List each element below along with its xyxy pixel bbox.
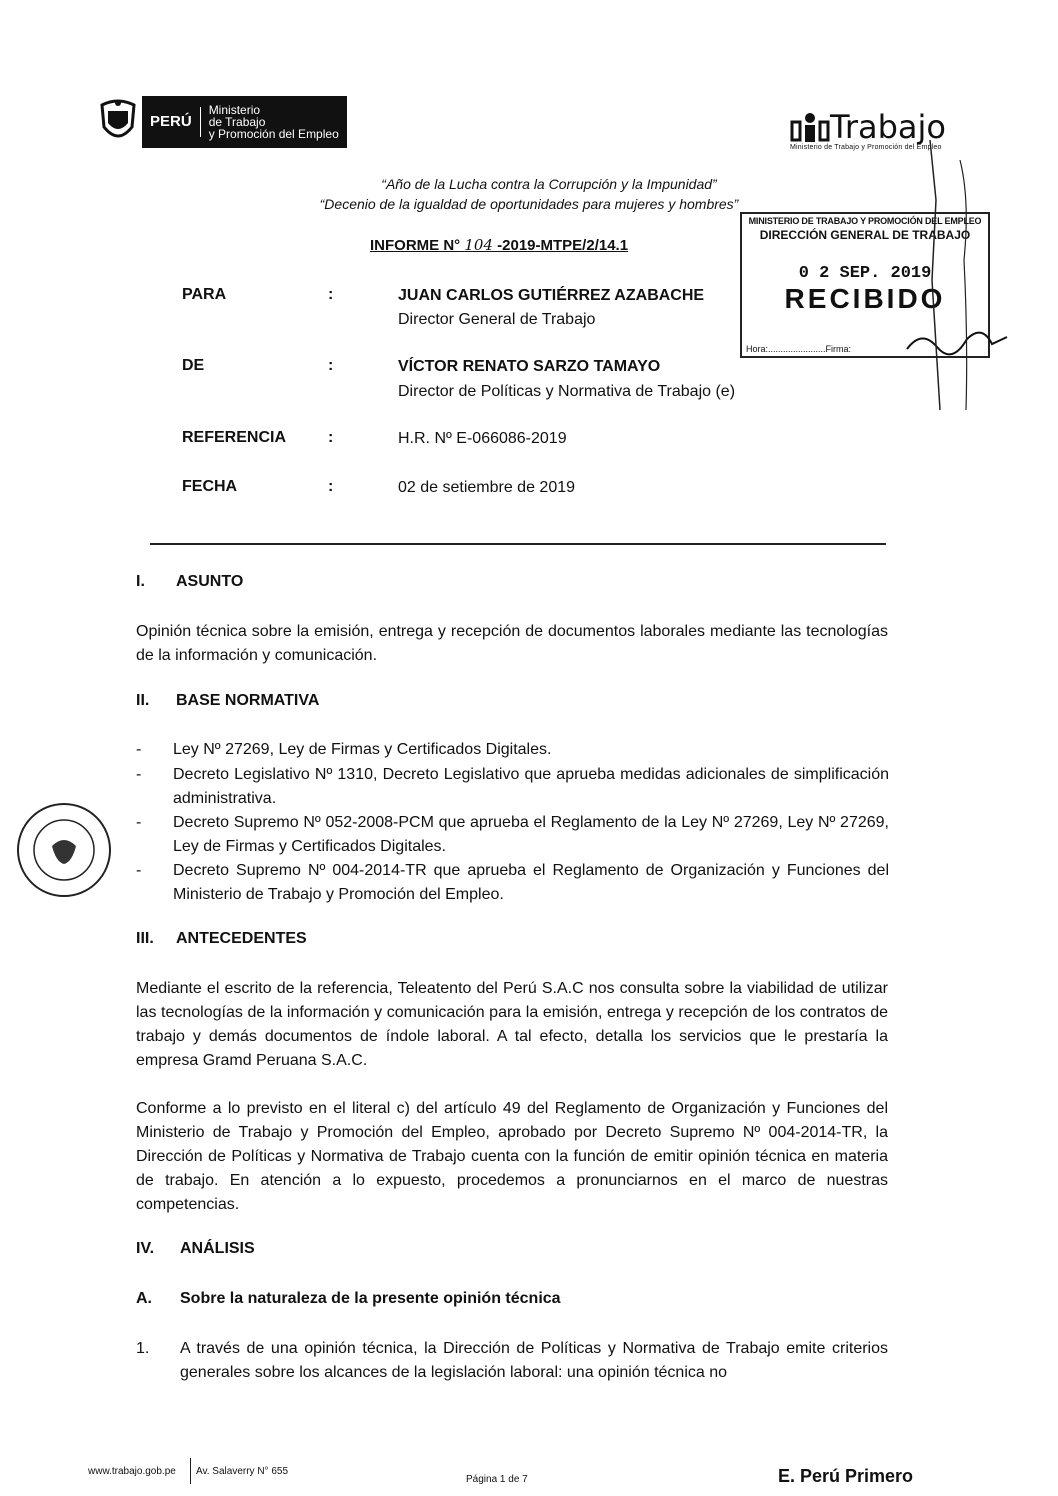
para-name: JUAN CARLOS GUTIÉRREZ AZABACHE bbox=[398, 287, 705, 304]
section-3-title: ANTECEDENTES bbox=[176, 930, 307, 947]
subsection-a-title: Sobre la naturaleza de la presente opinión técnica bbox=[180, 1290, 561, 1307]
section-4-number: IV. bbox=[136, 1240, 155, 1257]
footer-page-number: Página 1 de 7 bbox=[466, 1474, 528, 1485]
stamp-direction: DIRECCIÓN GENERAL DE TRABAJO bbox=[759, 228, 971, 242]
report-prefix: INFORME N° bbox=[370, 237, 461, 254]
handwritten-mark-icon bbox=[920, 140, 980, 420]
peru-label: PERÚ bbox=[142, 107, 201, 137]
legal-basis-item: Decreto Supremo Nº 004-2014-TR que aprueba el Reglamento de Organización y Funciones del Ministerio de Trabajo y Promoción del Empleo. bbox=[173, 862, 889, 903]
section-1-title: ASUNTO bbox=[176, 573, 244, 590]
footer-website: www.trabajo.gob.pe bbox=[88, 1466, 176, 1477]
para-label: PARA bbox=[182, 286, 227, 303]
ministry-seal-icon bbox=[14, 800, 114, 900]
de-label: DE bbox=[182, 357, 205, 374]
fecha-colon: : bbox=[328, 478, 334, 495]
referencia-value: H.R. Nº E-066086-2019 bbox=[398, 430, 567, 447]
trabajo-people-icon bbox=[790, 110, 830, 144]
fecha-label: FECHA bbox=[182, 478, 238, 495]
legal-basis-item: Decreto Supremo Nº 052-2008-PCM que aprueba el Reglamento de la Ley Nº 27269, Ley Nº 27269, Ley de Firmas y Certificados Digitales. bbox=[173, 814, 889, 855]
header-divider bbox=[150, 543, 886, 545]
trabajo-subtitle: Ministerio de Trabajo y Promoción del Empleo bbox=[790, 144, 942, 151]
bullet: - bbox=[136, 741, 142, 758]
report-number bbox=[370, 236, 628, 254]
ministry-line: Ministerio bbox=[208, 103, 261, 117]
referencia-colon: : bbox=[328, 429, 334, 446]
referencia-label: REFERENCIA bbox=[182, 429, 287, 446]
point-1-number: 1. bbox=[136, 1340, 150, 1357]
para-role: Director General de Trabajo bbox=[398, 311, 596, 328]
section-1-text: Opinión técnica sobre la emisión, entrega y recepción de documentos laborales mediante las tecnologías de la información y comunicación. bbox=[136, 623, 888, 664]
fecha-value: 02 de setiembre de 2019 bbox=[398, 479, 576, 496]
section-1-number: I. bbox=[136, 573, 145, 590]
ministry-line: y Promoción del Empleo bbox=[208, 127, 339, 141]
para-colon: : bbox=[328, 286, 334, 303]
subsection-a-number: A. bbox=[136, 1290, 152, 1307]
de-colon: : bbox=[328, 357, 334, 374]
bullet: - bbox=[136, 862, 142, 879]
coat-of-arms-icon bbox=[96, 97, 140, 147]
section-3-paragraph-2: Conforme a lo previsto en el literal c) del artículo 49 del Reglamento de Organización y Funciones del Ministerio de Trabajo y Promoción del Empleo, aprobado por Decreto Supremo Nº 004-2014-TR, la Dirección de Políticas y Normativa de Trabajo cuenta con la función de emitir opinión técnica en materia de trabajo. En atención a lo expuesto, procedemos a pronunciarnos en el marco de nuestras competencias. bbox=[136, 1100, 888, 1213]
de-role: Director de Políticas y Normativa de Trabajo (e) bbox=[398, 383, 736, 400]
point-1-text: A través de una opinión técnica, la Dirección de Políticas y Normativa de Trabajo emite criterios generales sobre los alcances de la legislación laboral: una opinión técnica no bbox=[180, 1340, 888, 1381]
section-2-title: BASE NORMATIVA bbox=[176, 692, 320, 709]
report-suffix: -2019-MTPE/2/14.1 bbox=[497, 237, 629, 254]
ministry-logo bbox=[96, 96, 347, 148]
ministry-name bbox=[201, 104, 347, 140]
bullet: - bbox=[136, 814, 142, 831]
bullet: - bbox=[136, 766, 142, 783]
footer-brand: E. Perú Primero bbox=[778, 1466, 914, 1486]
peru-brand-box bbox=[142, 96, 347, 148]
section-3-paragraph-1: Mediante el escrito de la referencia, Teleatento del Perú S.A.C nos consulta sobre la viabilidad de utilizar las tecnologías de la información y comunicación para la emisión, entrega y recepción de los contratos de trabajo y demás documentos de índole laboral. A tal efecto, detalla los servicios que le prestaría la empresa Gramd Peruana S.A.C. bbox=[136, 980, 888, 1069]
section-3-number: III. bbox=[136, 930, 154, 947]
section-2-number: II. bbox=[136, 692, 150, 709]
section-4-title: ANÁLISIS bbox=[180, 1240, 255, 1257]
trabajo-wordmark: Trabajo bbox=[830, 108, 946, 146]
de-name: VÍCTOR RENATO SARZO TAMAYO bbox=[398, 358, 661, 375]
footer-address: Av. Salaverry N° 655 bbox=[196, 1466, 289, 1477]
stamp-date: 0 2 SEP. 2019 bbox=[798, 264, 932, 283]
report-handwritten-number: 104 bbox=[464, 236, 493, 254]
legal-basis-item: Ley Nº 27269, Ley de Firmas y Certificados Digitales. bbox=[173, 741, 552, 758]
ministry-line: de Trabajo bbox=[208, 115, 266, 129]
stamp-ministry: MINISTERIO DE TRABAJO Y PROMOCIÓN DEL EMPLEO bbox=[748, 216, 982, 226]
legal-basis-item: Decreto Legislativo Nº 1310, Decreto Legislativo que aprueba medidas adicionales de simplificación administrativa. bbox=[173, 766, 889, 807]
decade-motto: “Decenio de la igualdad de oportunidades para mujeres y hombres” bbox=[319, 196, 739, 212]
stamp-received: RECIBIDO bbox=[784, 283, 946, 314]
year-motto: “Año de la Lucha contra la Corrupción y la Impunidad” bbox=[381, 176, 717, 192]
stamp-hora-firma: Hora:.......................Firma: bbox=[746, 344, 852, 354]
footer-separator bbox=[190, 1458, 191, 1484]
